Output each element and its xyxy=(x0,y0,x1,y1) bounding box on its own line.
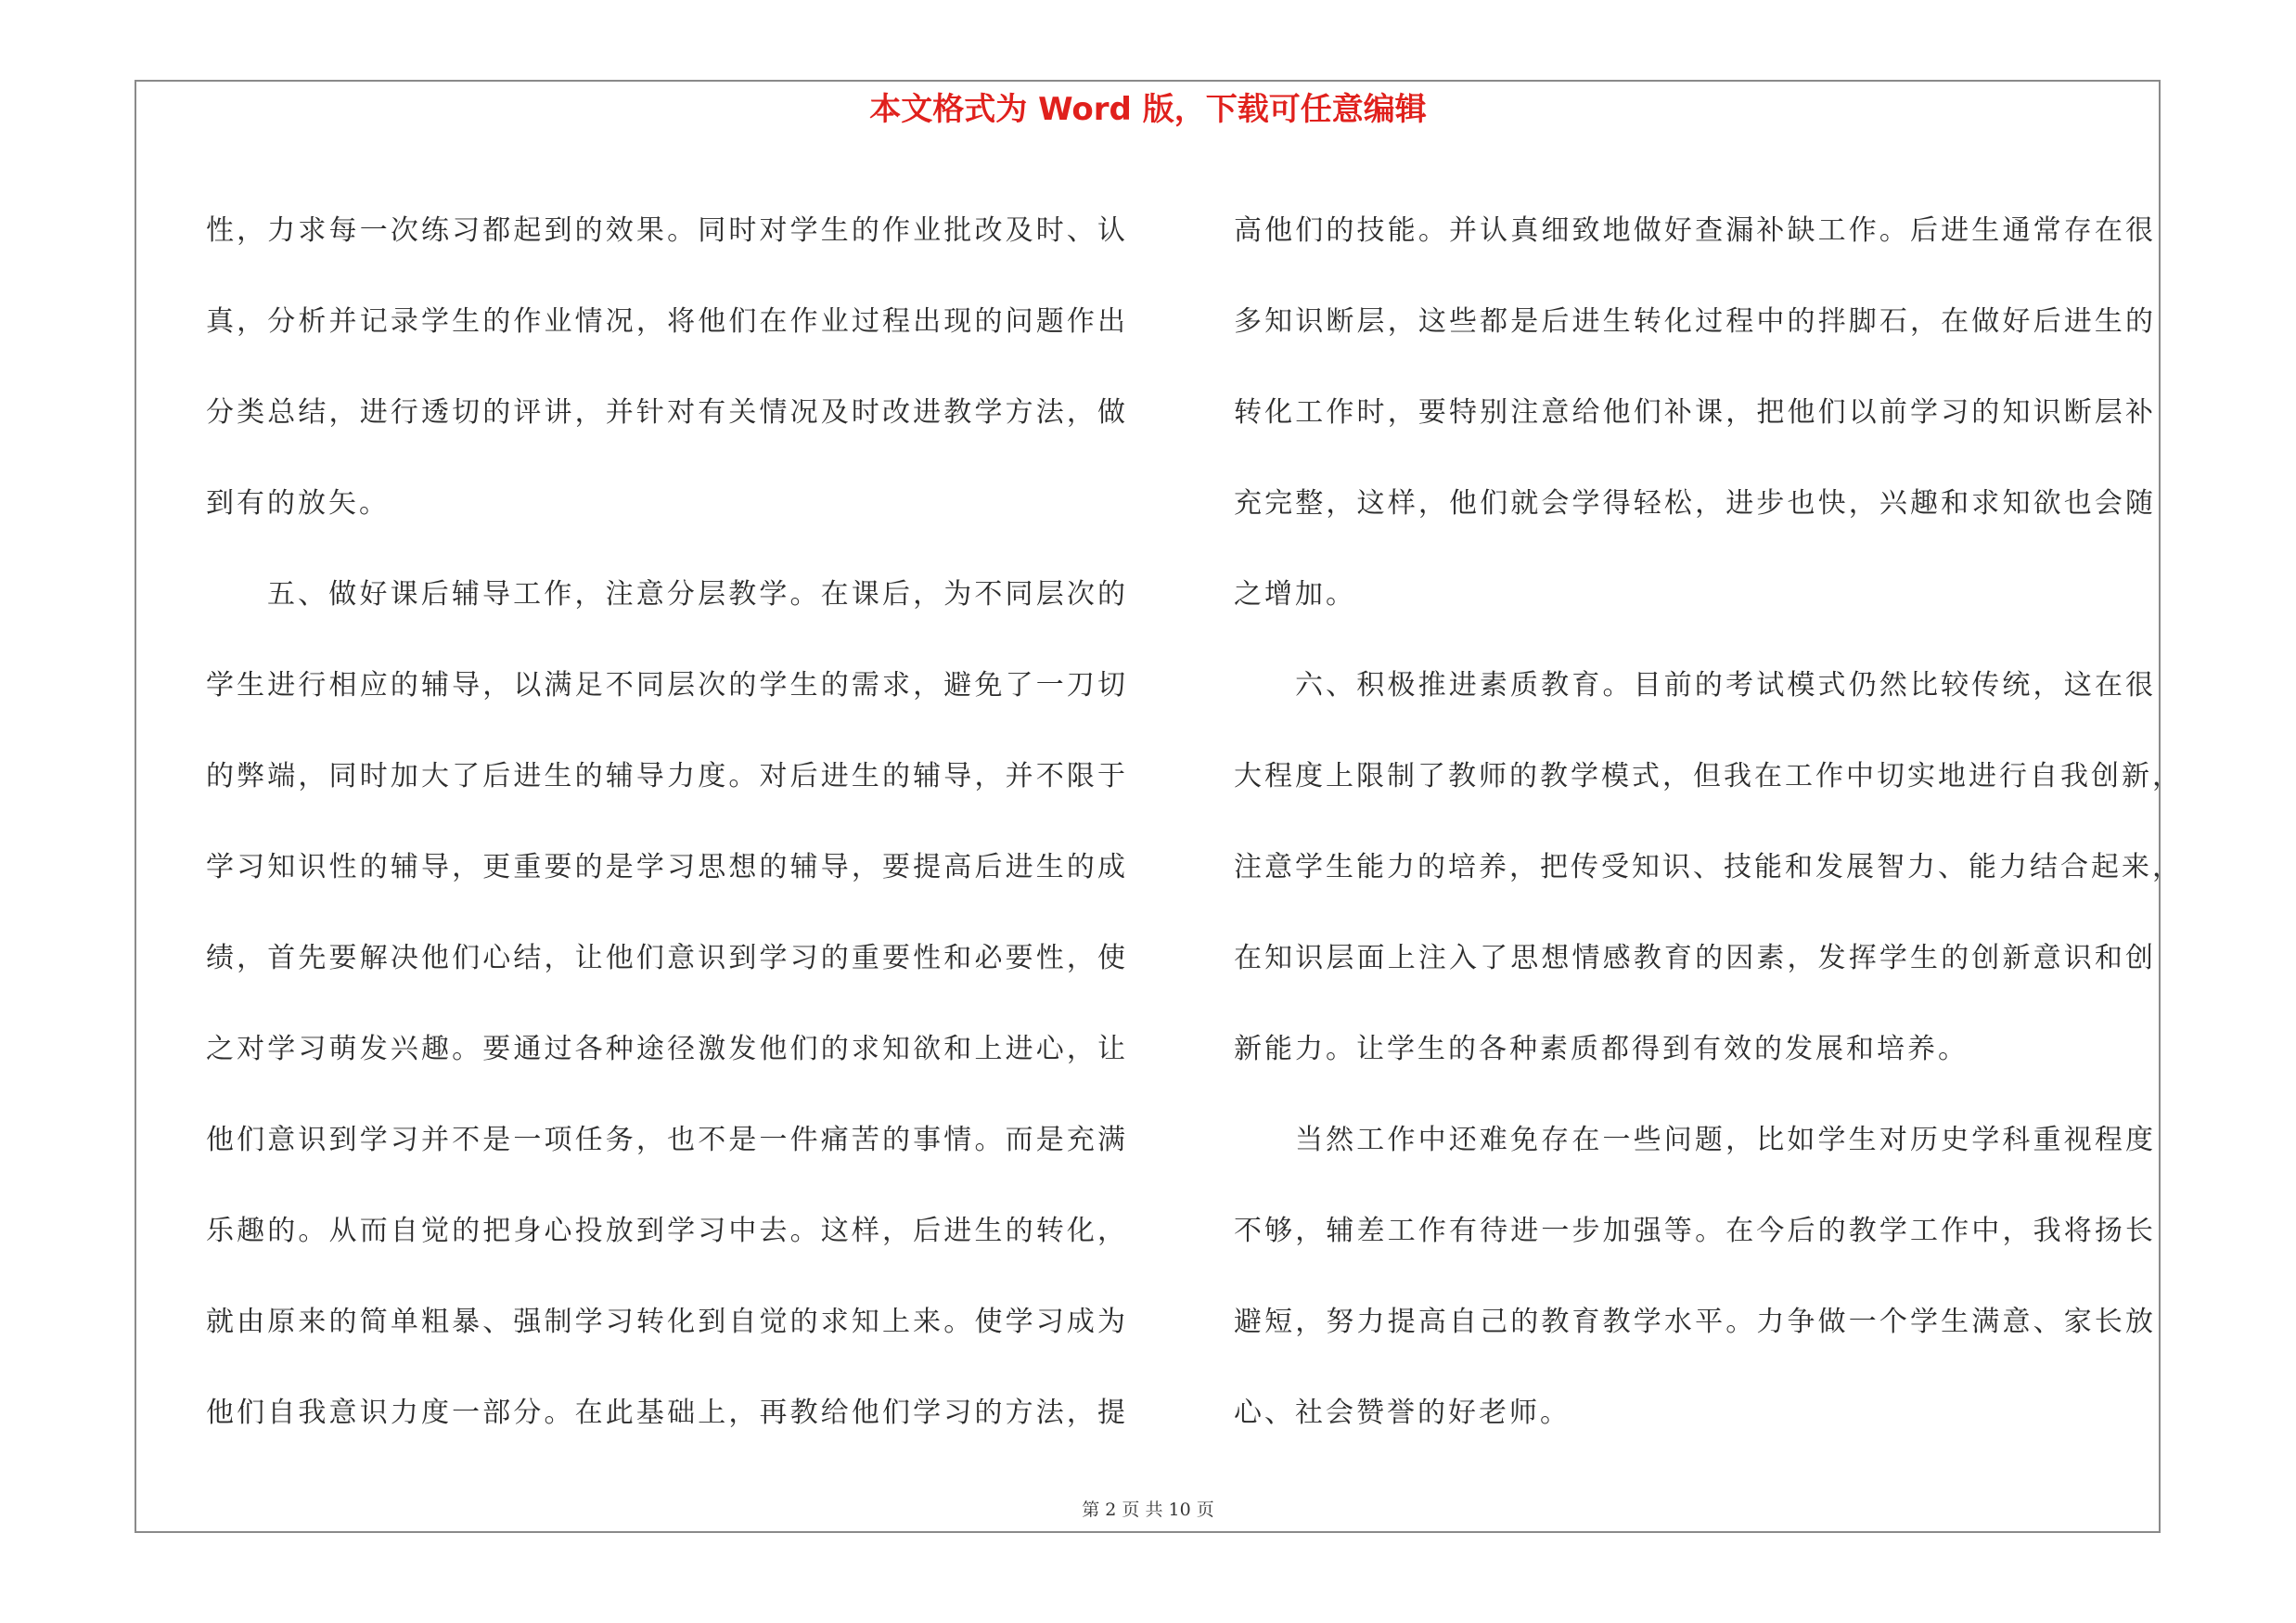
text-line: 高他们的技能。并认真细致地做好查漏补缺工作。后进生通常存在很 xyxy=(1234,214,2156,247)
text-line: 学习知识性的辅导，更重要的是学习思想的辅导，要提高后进生的成 xyxy=(206,851,1128,883)
text-line: 充完整，这样，他们就会学得轻松，进步也快，兴趣和求知欲也会随 xyxy=(1234,487,2156,520)
text-line: 就由原来的简单粗暴、强制学习转化到自觉的求知上来。使学习成为 xyxy=(206,1306,1128,1338)
text-line: 当然工作中还难免存在一些问题，比如学生对历史学科重视程度 xyxy=(1295,1124,2156,1156)
text-line: 他们自我意识力度一部分。在此基础上，再教给他们学习的方法，提 xyxy=(206,1397,1128,1429)
text-line: 多知识断层，这些都是后进生转化过程中的拌脚石，在做好后进生的 xyxy=(1234,305,2156,338)
text-line: 新能力。让学生的各种素质都得到有效的发展和培养。 xyxy=(1234,1033,1969,1065)
text-line: 五、做好课后辅导工作，注意分层教学。在课后，为不同层次的 xyxy=(267,578,1128,611)
text-line: 不够，辅差工作有待进一步加强等。在今后的教学工作中，我将扬长 xyxy=(1234,1215,2156,1247)
text-line: 转化工作时，要特别注意给他们补课，把他们以前学习的知识断层补 xyxy=(1234,396,2156,429)
text-line: 大程度上限制了教师的教学模式，但我在工作中切实地进行自我创新， xyxy=(1234,760,2183,792)
page-footer: 第 2 页 共 10 页 xyxy=(1082,1500,1214,1520)
text-line: 性，力求每一次练习都起到的效果。同时对学生的作业批改及时、认 xyxy=(206,214,1128,247)
text-line: 绩，首先要解决他们心结，让他们意识到学习的重要性和必要性，使 xyxy=(206,942,1128,974)
text-line: 心、社会赞誉的好老师。 xyxy=(1234,1397,1571,1429)
left-column xyxy=(206,186,1128,1459)
text-line: 他们意识到学习并不是一项任务，也不是一件痛苦的事情。而是充满 xyxy=(206,1124,1128,1156)
text-line: 的弊端，同时加大了后进生的辅导力度。对后进生的辅导，并不限于 xyxy=(206,760,1128,792)
text-line: 注意学生能力的培养，把传受知识、技能和发展智力、能力结合起来， xyxy=(1234,851,2183,883)
right-column xyxy=(1234,186,2183,1459)
text-line: 之对学习萌发兴趣。要通过各种途径激发他们的求知欲和上进心，让 xyxy=(206,1033,1128,1065)
text-line: 六、积极推进素质教育。目前的考试模式仍然比较传统，这在很 xyxy=(1295,669,2156,702)
text-line: 避短，努力提高自己的教育教学水平。力争做一个学生满意、家长放 xyxy=(1234,1306,2156,1338)
text-line: 真，分析并记录学生的作业情况，将他们在作业过程出现的问题作出 xyxy=(206,305,1128,338)
text-line: 之增加。 xyxy=(1234,578,1356,611)
text-line: 学生进行相应的辅导，以满足不同层次的学生的需求，避免了一刀切 xyxy=(206,669,1128,702)
text-line: 在知识层面上注入了思想情感教育的因素，发挥学生的创新意识和创 xyxy=(1234,942,2156,974)
header-banner: 本文格式为 Word 版，下载可任意编辑 xyxy=(869,91,1427,128)
text-line: 分类总结，进行透切的评讲，并针对有关情况及时改进教学方法，做 xyxy=(206,396,1128,429)
text-line: 到有的放矢。 xyxy=(206,487,390,520)
text-line: 乐趣的。从而自觉的把身心投放到学习中去。这样，后进生的转化， xyxy=(206,1215,1128,1247)
